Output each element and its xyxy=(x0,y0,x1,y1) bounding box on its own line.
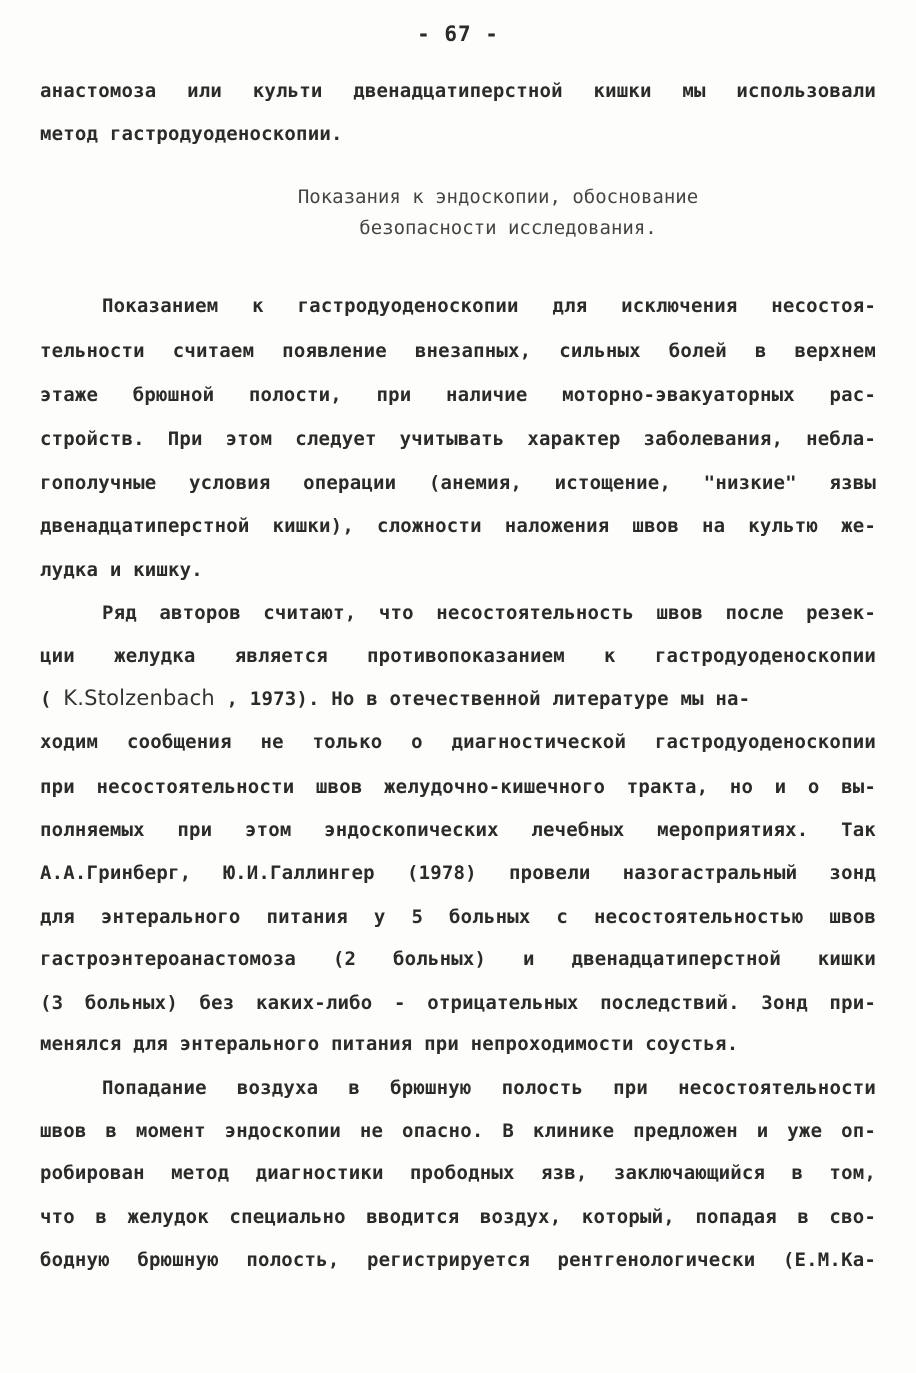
text-line: робирован метод диагностики прободных язв, заключающийся в том, xyxy=(40,1162,876,1184)
text-line: что в желудок специально вводится воздух, который, попадая в сво- xyxy=(40,1206,876,1228)
text-line: полняемых при этом эндоскопических лечебных мероприятиях. Так xyxy=(40,819,876,841)
text-line: для энтерального питания у 5 больных с несостоятельностью швов xyxy=(40,906,876,928)
text-line: тельности считаем появление внезапных, сильных болей в верхнем xyxy=(40,340,876,362)
text-line: бодную брюшную полость, регистрируется рентгенологически (Е.М.Ка- xyxy=(40,1249,876,1271)
text-line: лудка и кишку. xyxy=(40,559,203,581)
handwritten-author: K.Stolzenbach xyxy=(63,686,215,710)
text-line: ходим сообщения не только о диагностической гастродуоденоскопии xyxy=(40,731,876,753)
text-line-with-citation xyxy=(40,685,876,712)
text-line: гополучные условия операции (анемия, истощение, "низкие" язвы xyxy=(40,472,876,494)
text-line: стройств. При этом следует учитывать характер заболевания, небла- xyxy=(40,428,876,450)
citation-rest: , 1973). Но в отечественной литературе мы на- xyxy=(226,688,751,710)
text-line: анастомоза или культи двенадцатиперстной кишки мы использовали xyxy=(40,80,876,102)
text-line: Ряд авторов считают, что несостоятельность швов после резек- xyxy=(102,602,876,624)
citation-open-paren: ( xyxy=(40,688,52,710)
text-line: двенадцатиперстной кишки), сложности наложения швов на культю же- xyxy=(40,515,876,537)
text-line: (3 больных) без каких-либо - отрицательных последствий. Зонд при- xyxy=(40,992,876,1014)
page-number: - 67 - xyxy=(417,22,499,46)
text-line: гастроэнтероанастомоза (2 больных) и двенадцатиперстной кишки xyxy=(40,948,876,970)
text-line: швов в момент эндоскопии не опасно. В клинике предложен и уже оп- xyxy=(40,1120,876,1142)
text-line: Попадание воздуха в брюшную полость при несостоятельности xyxy=(102,1077,876,1099)
text-line: этаже брюшной полости, при наличие моторно-эвакуаторных рас- xyxy=(40,384,876,406)
section-heading-line: безопасности исследования. xyxy=(359,217,657,239)
text-line: при несостоятельности швов желудочно-кишечного тракта, но и о вы- xyxy=(40,776,876,798)
text-line: метод гастродуоденоскопии. xyxy=(40,123,343,145)
text-line: ции желудка является противопоказанием к гастродуоденоскопии xyxy=(40,645,876,667)
text-line: Показанием к гастродуоденоскопии для исключения несостоя- xyxy=(102,295,876,317)
section-heading-line: Показания к эндоскопии, обоснование xyxy=(297,186,699,208)
text-line: менялся для энтерального питания при непроходимости соустья. xyxy=(40,1033,739,1055)
text-line: А.А.Гринберг, Ю.И.Галлингер (1978) провели назогастральный зонд xyxy=(40,862,876,884)
